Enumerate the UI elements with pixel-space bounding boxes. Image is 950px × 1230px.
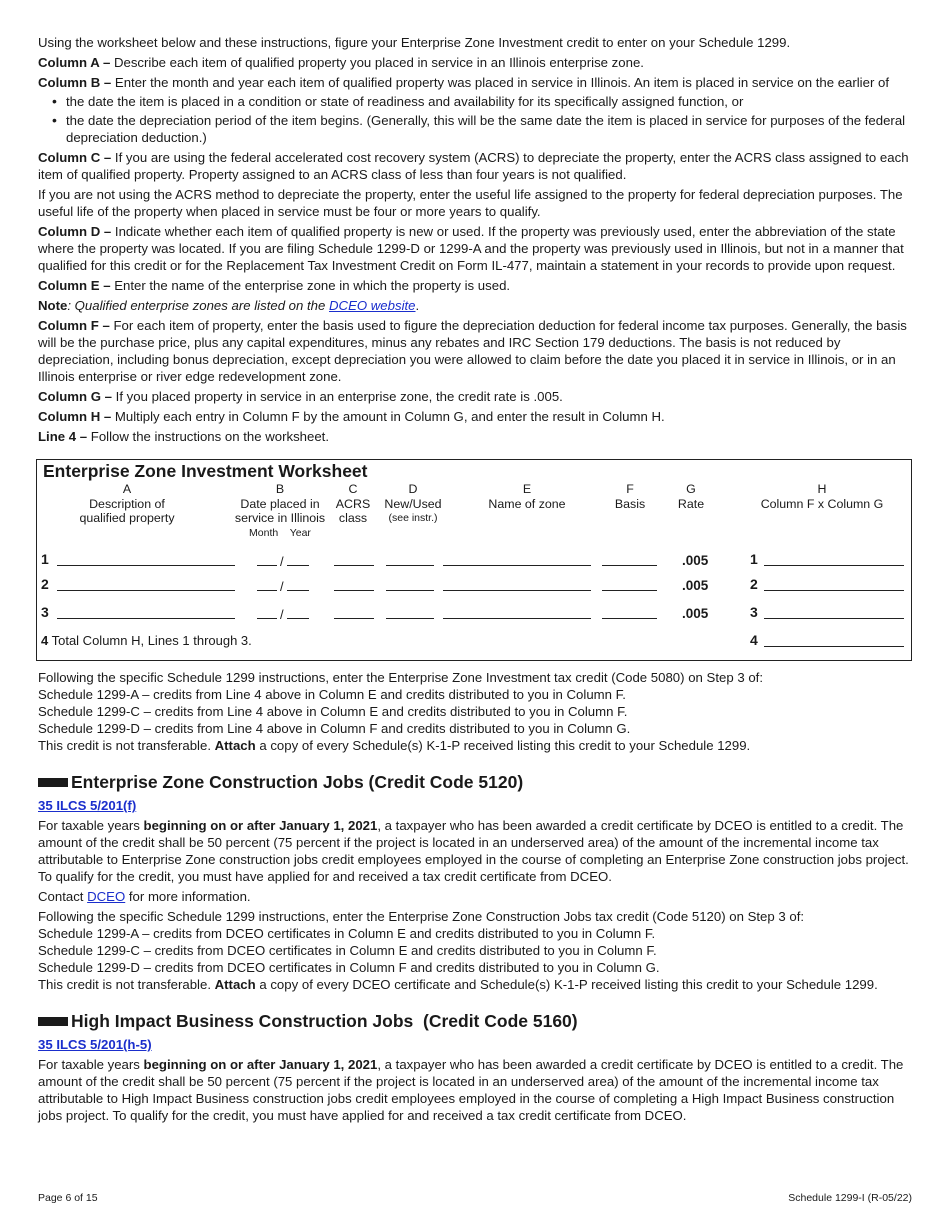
row-1-h-number: 1: [750, 551, 758, 567]
column-h-header: H Column F x Column G: [760, 482, 884, 511]
statute-link[interactable]: 35 ILCS 5/201(f): [38, 798, 137, 813]
list-item: Schedule 1299-A – credits from DCEO certificates in Column E and credits distributed to you in Column F.: [38, 926, 656, 941]
acrs-paragraph: If you are not using the ACRS method to depreciate the property, enter the useful life assigned to the property for federal depreciation purposes. The useful life of the property when placed in service must be four or more years to qualify.: [38, 187, 903, 219]
row-3-acrs-field[interactable]: [334, 618, 374, 619]
column-a-instruction: Column A – Describe each item of qualified property you placed in service in an Illinois enterprise zone.: [38, 55, 644, 70]
column-g-instruction: Column G – If you placed property in service in an enterprise zone, the credit rate is .005.: [38, 389, 563, 404]
row-1-number: 1: [41, 551, 49, 567]
row-2-credit-field[interactable]: [764, 590, 904, 591]
section-bar-icon: [38, 778, 68, 787]
row-3-basis-field[interactable]: [602, 618, 657, 619]
intro-paragraph: Using the worksheet below and these instructions, figure your Enterprise Zone Investment credit to enter on your Schedule 1299.: [38, 35, 791, 50]
construction-description: For taxable years beginning on or after January 1, 2021, a taxpayer who has been awarded a credit certificate by DCEO is entitled to a credit. The amount of the credit shall be 50 percent (75 percent if the project is located in an underserved area) of the amount of the incremental income tax attributable to Enterprise Zone construction jobs credit employees employed in the course of completing an Enterprise Zone construction jobs project. To qualify for the credit, you must have applied for and received a tax credit certificate from DCEO.: [38, 818, 909, 884]
row-2-year-field[interactable]: [287, 590, 309, 591]
dceo-link[interactable]: DCEO: [87, 889, 126, 904]
construction-step3-paragraph: Following the specific Schedule 1299 instructions, enter the Enterprise Zone Construction Jobs tax credit (Code 5120) on Step 3 of:: [38, 909, 805, 924]
construction-contact: Contact DCEO for more information.: [38, 889, 251, 904]
column-b-header: B Date placed in service in Illinois Month Year: [234, 482, 326, 539]
row-1-description-field[interactable]: [57, 565, 235, 566]
row-3-credit-field[interactable]: [764, 618, 904, 619]
total-h-number: 4: [750, 632, 758, 648]
row-1-date-slash: /: [280, 554, 284, 569]
row-1-new-used-field[interactable]: [386, 565, 434, 566]
note-paragraph: Note: Qualified enterprise zones are listed on the DCEO website.: [38, 298, 420, 313]
worksheet-title: Enterprise Zone Investment Worksheet: [43, 461, 368, 481]
list-item: • the date the item is placed in a condition or state of readiness and availability for its specifically assigned function, or: [52, 93, 918, 110]
row-1-acrs-field[interactable]: [334, 565, 374, 566]
page-number: Page 6 of 15: [38, 1192, 98, 1204]
placed-in-service-list: [52, 93, 918, 146]
row-2-rate: .005: [682, 578, 709, 593]
row-3-rate: .005: [682, 606, 709, 621]
row-2-month-field[interactable]: [257, 590, 277, 591]
column-f-instruction: Column F – For each item of property, enter the basis used to figure the depreciation deduction for federal income tax purposes. Generally, the basis will be the purchase price, plus any capital expenditures, minus any rebates and IRC Section 179 deductions. The basis is not reduced by depreciation, including bonus depreciation, except depreciation you were allowed to claim before the date you placed it in service in Illinois, or in an Illinois enterprise or river edge redevelopment zone.: [38, 318, 907, 384]
construction-jobs-heading: Enterprise Zone Construction Jobs (Credit Code 5120): [38, 774, 918, 791]
construction-not-transferable: This credit is not transferable. Attach a copy of every DCEO certificate and Schedule(s) K-1-P received listing this credit to your Schedule 1299.: [38, 977, 878, 992]
high-impact-description: For taxable years beginning on or after January 1, 2021, a taxpayer who has been awarded a credit certificate by DCEO is entitled to a credit. The amount of the credit shall be 50 percent (75 percent if the project is located in an underserved area) of the amount of the incremental income tax attributable to High Impact Business construction jobs credit employees employed in the course of completing a High Impact Business construction jobs project. To qualify for the credit, you must have applied for and received a tax credit certificate from DCEO.: [38, 1057, 904, 1123]
section-bar-icon: [38, 1017, 68, 1026]
column-d-instruction: Column D – Indicate whether each item of qualified property is new or used. If the property was previously used, enter the abbreviation of the state where the property was located. If you are filing Schedule 1299-D or 1299-A and the property was previously used in Illinois, but not in a manner that qualified for this credit or for the Replacement Tax Investment Credit on Form IL-477, maintain a statement in your records to provide upon request.: [38, 224, 904, 273]
row-2-description-field[interactable]: [57, 590, 235, 591]
row-3-h-number: 3: [750, 604, 758, 620]
dceo-website-link[interactable]: DCEO website: [329, 298, 416, 313]
row-3-year-field[interactable]: [287, 618, 309, 619]
row-1-zone-field[interactable]: [443, 565, 591, 566]
high-impact-heading: High Impact Business Construction Jobs (Credit Code 5160): [38, 1013, 918, 1030]
construction-statute: [38, 797, 918, 814]
form-id: Schedule 1299-I (R-05/22): [788, 1192, 912, 1204]
row-2-zone-field[interactable]: [443, 590, 591, 591]
column-c-header: C ACRS class: [335, 482, 371, 525]
list-item: Schedule 1299-C – credits from DCEO certificates in Column E and credits distributed to you in Column F.: [38, 943, 657, 958]
row-2-number: 2: [41, 576, 49, 592]
row-2-basis-field[interactable]: [602, 590, 657, 591]
column-a-header: A Description of qualified property: [79, 482, 175, 525]
high-impact-statute: [38, 1036, 918, 1053]
document-page: [38, 34, 918, 1127]
row-3-description-field[interactable]: [57, 618, 235, 619]
list-item: Schedule 1299-D – credits from DCEO certificates in Column F and credits distributed to you in Column G.: [38, 960, 660, 975]
row-3-zone-field[interactable]: [443, 618, 591, 619]
line-4-instruction: Line 4 – Follow the instructions on the worksheet.: [38, 429, 329, 444]
column-g-header: G Rate: [677, 482, 705, 511]
enterprise-zone-worksheet: [36, 459, 912, 661]
column-f-header: F Basis: [614, 482, 646, 511]
row-3-number: 3: [41, 604, 49, 620]
row-2-h-number: 2: [750, 576, 758, 592]
total-line-label: 4 Total Column H, Lines 1 through 3.: [41, 633, 252, 648]
column-d-header: D New/Used (see instr.): [384, 482, 442, 524]
row-2-acrs-field[interactable]: [334, 590, 374, 591]
list-item: Schedule 1299-A – credits from Line 4 above in Column E and credits distributed to you in Column F.: [38, 687, 626, 702]
list-item: Schedule 1299-C – credits from Line 4 above in Column E and credits distributed to you in Column F.: [38, 704, 628, 719]
row-3-date-slash: /: [280, 607, 284, 622]
column-e-instruction: Column E – Enter the name of the enterprise zone in which the property is used.: [38, 278, 511, 293]
column-b-instruction: Column B – Enter the month and year each item of qualified property was placed in service in Illinois. An item is placed in service on the earlier of: [38, 75, 889, 90]
statute-link[interactable]: 35 ILCS 5/201(h-5): [38, 1037, 152, 1052]
total-credit-field[interactable]: [764, 646, 904, 647]
row-2-date-slash: /: [280, 579, 284, 594]
list-item: • the date the depreciation period of the item begins. (Generally, this will be the same date the item is placed in service for purposes of the federal depreciation deduction.): [52, 112, 918, 146]
row-2-new-used-field[interactable]: [386, 590, 434, 591]
investment-credit-paragraph: Following the specific Schedule 1299 instructions, enter the Enterprise Zone Investment tax credit (Code 5080) on Step 3 of:: [38, 670, 763, 685]
row-1-credit-field[interactable]: [764, 565, 904, 566]
row-1-year-field[interactable]: [287, 565, 309, 566]
list-item: Schedule 1299-D – credits from Line 4 above in Column F and credits distributed to you in Column G.: [38, 721, 631, 736]
row-3-month-field[interactable]: [257, 618, 277, 619]
row-1-rate: .005: [682, 553, 709, 568]
row-1-month-field[interactable]: [257, 565, 277, 566]
not-transferable-note: This credit is not transferable. Attach a copy of every Schedule(s) K-1-P received listing this credit to your Schedule 1299.: [38, 738, 751, 753]
column-e-header: E Name of zone: [488, 482, 566, 511]
column-h-instruction: Column H – Multiply each entry in Column F by the amount in Column G, and enter the result in Column H.: [38, 409, 665, 424]
row-3-new-used-field[interactable]: [386, 618, 434, 619]
row-1-basis-field[interactable]: [602, 565, 657, 566]
column-c-instruction: Column C – If you are using the federal accelerated cost recovery system (ACRS) to depreciate the property, enter the ACRS class assigned to each item of qualified property. Property assigned to an ACRS class of less than four years is not qualified.: [38, 150, 909, 182]
